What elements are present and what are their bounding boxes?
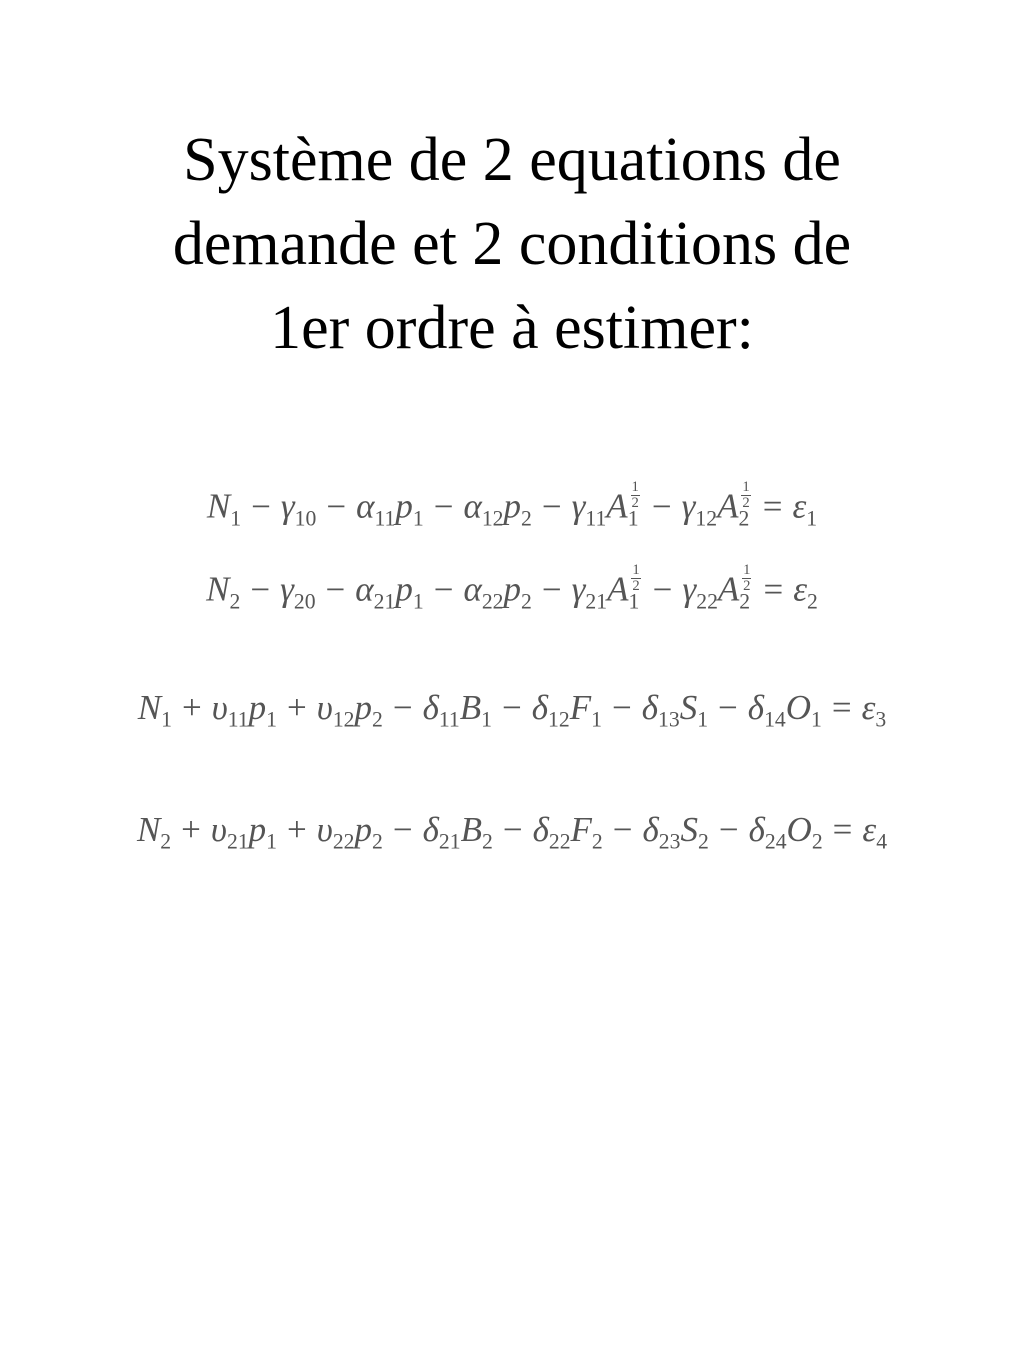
equation-2: $N_2 - \gamma_{20} - \alpha_{21}p_1 - \alpha_{22}p_2 - \gamma_{21}A_1$ $\frac{1}{2}$ − $\gamma_{22}A_2$ $\frac{1}{2}$ = $\varepsilon_2$ (206, 562, 818, 614)
title-line-3: 1er ordre à estimer: (270, 294, 754, 362)
title-line-1: Système de 2 equations de (183, 126, 841, 194)
title-line-2: demande et 2 conditions de (172, 210, 852, 278)
slide-title (0, 118, 1024, 370)
equation-1: $N_1 - \gamma_{10} - \alpha_{11}p_1 - \alpha_{12}p_2 - \gamma_{11}A_1$ $\frac{1}{2}$ − $\gamma_{12}A_2$ $\frac{1}{2}$ = $\varepsilon_1$ (206, 479, 818, 531)
equation-3: $N_1 + \upsilon_{11}p_1 + \upsilon_{12}p_2 - \delta_{11}B_1 - \delta_{12}F_1 - \delta_{13}S_1 - \delta_{14}O_1 = \varepsilon_3$ (137, 688, 887, 732)
equation-4: $N_2 + \upsilon_{21}p_1 + \upsilon_{22}p_2 - \delta_{21}B_2 - \delta_{22}F_2 - \delta_{23}S_2 - \delta_{24}O_2 = \varepsilon_4$ (136, 810, 888, 854)
